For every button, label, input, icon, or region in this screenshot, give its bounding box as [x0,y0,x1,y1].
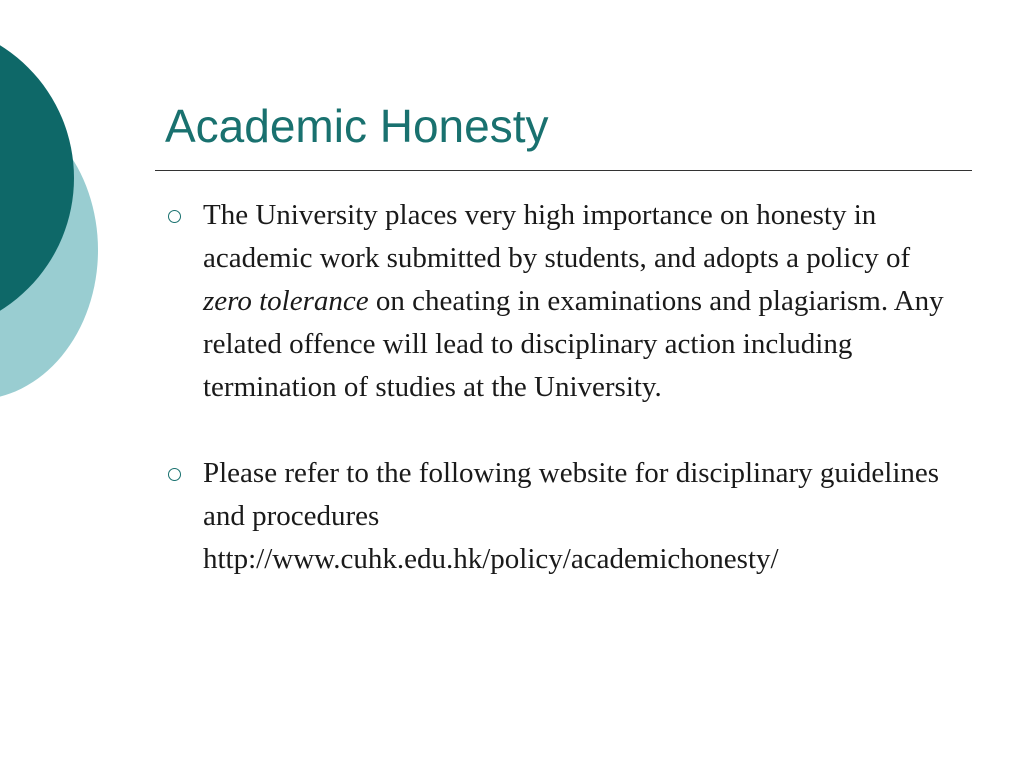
hollow-circle-bullet-icon [168,468,181,481]
policy-emphasis: zero tolerance [203,285,369,317]
bullet-item-website [160,452,960,581]
bullet-text-policy [203,199,944,403]
website-link[interactable]: http://www.cuhk.edu.hk/policy/academichonesty/ [203,543,779,575]
hollow-circle-bullet-icon [168,210,181,223]
slide-title: Academic Honesty [165,100,549,152]
bullet-list [160,194,960,581]
bullet-text-website [203,457,960,581]
bullet-item-policy [160,194,960,409]
website-text: Please refer to the following website for disciplinary guidelines and procedures [203,457,940,532]
title-divider [155,170,972,171]
policy-text-start: The University places very high importance on honesty in academic work submitted by students, and adopts a policy of [203,199,911,274]
policy-text-end: on cheating in examinations and plagiarism. Any related offence will lead to disciplinary action including termination of studies at the University. [203,285,944,403]
